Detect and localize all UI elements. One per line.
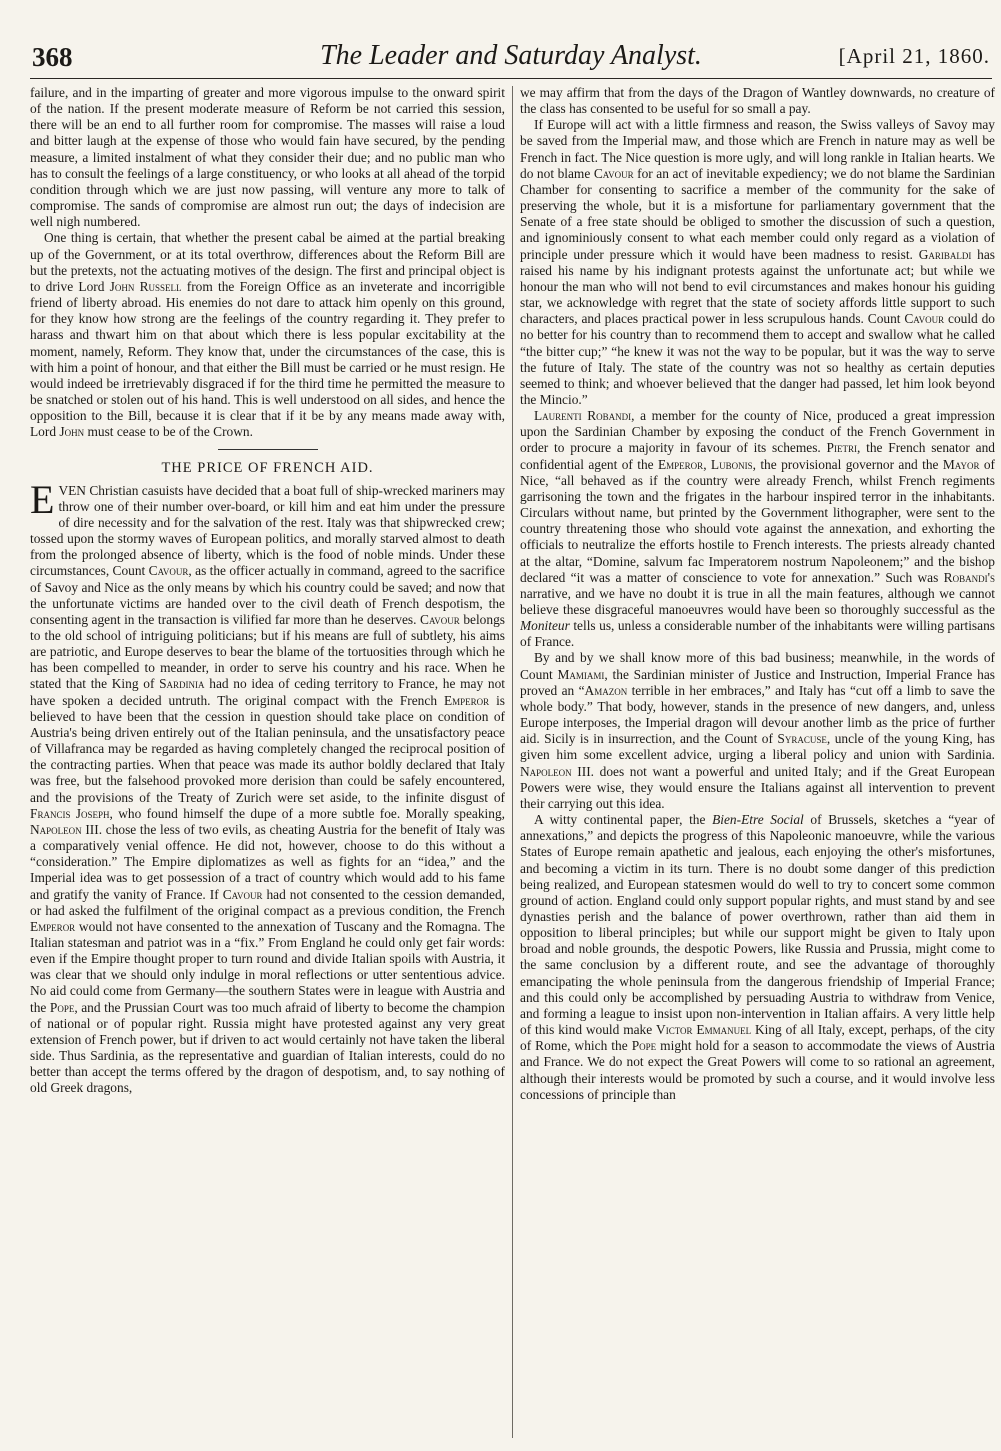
section-divider — [218, 449, 318, 450]
paragraph: A witty continental paper, the Bien-Etre Social of Brussels, sketches a “year of annexations,” and depicts the progress of this Napoleonic manoeuvre, while the various States of Europe remain apathetic and jealous, each enjoying the other's misfortunes, and becoming a victim in its turn. There is no doubt some danger of this prediction being realized, and European statesmen would do well to try to concert some common ground of action. England could only support popular rights, and must stand by and see dynasties perish and the balance of power overthrown, rather than aid them in opposition to liberal principles; but while our support might be given to Italy upon broad and noble grounds, the despotic Powers, like Russia and Prussia, might come to the same conclusion by a different route, and see the advantage of thoroughly emancipating the whole peninsula from the dangerous friendship of Imperial France; and this could only be accomplished by persuading Austria to withdraw from Venice, and forming a league to insist upon non-intervention in Italian affairs. A very little help of this kind would make Victor Emmanuel King of all Italy, except, perhaps, of the city of Rome, which the Pope might hold for a season to accommodate the views of Austria and France. We do not expect the Great Powers will come to so rational an agreement, although their interests would be promoted by such a course, and it would involve less concessions of principle than — [520, 812, 995, 1102]
column-divider — [512, 86, 513, 1438]
issue-date: [April 21, 1860. — [838, 44, 990, 68]
person-name: Laurenti Robandi — [534, 408, 632, 424]
page-number: 368 — [32, 42, 73, 72]
paragraph: we may affirm that from the days of the Dragon of Wantley downwards, no creature of the class has consented to be useful for so small a pay. — [520, 85, 995, 117]
masthead — [30, 38, 992, 79]
paragraph: One thing is certain, that whether the present cabal be aimed at the partial breaking up of the Government, or at its total overthrow, differences about the Reform Bill are but the pretexts, not the actuating motives of the design. The first and principal object is to drive Lord John Russell from the Foreign Office as an inveterate and incorrigible friend of liberty abroad. His enemies do not dare to attack him openly on this ground, for they know how strong are the feelings of the country regarding it. They prefer to harass and thwart him on that about which there is less popular excitability at the moment, namely, Reform. They know that, under the circumstances of the case, this is with him a point of honour, and that either the Bill must be carried or he must resign. He would indeed be irretrievably disgraced if for the third time he permitted the measure to be snatched or stolen out of his hand. This is well understood on all sides, and hence the opposition to the Bill, because it is clear that if it be by any means made away with, Lord John must cease to be of the Crown. — [30, 230, 505, 440]
person-name: John — [59, 424, 85, 440]
paragraph: By and by we shall know more of this bad business; meanwhile, in the words of Count Mamiami, the Sardinian minister of Justice and Instruction, Imperial France has proved an “Amazon terrible in her embraces,” and Italy has “cut off a limb to save the whole body.” That body, however, stands in the presence of new dangers, and, unless Europe interposes, the Imperial dragon will devour another limb as the price of further aid. Sicily is in insurrection, and the Count of Syracuse, uncle of the young King, has given him some excellent advice, urging a liberal policy and union with Sardinia. Napoleon III. does not want a powerful and united Italy; and if the Great European Powers were wise, they would ensure the Italians against all intervention to prevent their carrying out this idea. — [520, 650, 995, 811]
right-column — [520, 85, 995, 1440]
person-name: John Russell — [109, 278, 182, 294]
paragraph: EVEN Christian casuists have decided that a boat full of ship-wrecked mariners may throw one of their number over-board, or kill him and eat him under the pressure of dire necessity and for the salvation of the rest. Italy was that shipwrecked crew; tossed upon the stormy waves of European politics, and morally starved almost to death from the prolonged absence of liberty, which is the food of noble minds. Under these circumstances, Count Cavour, as the officer actually in command, agreed to the sacrifice of Savoy and Nice as the only means by which his country could be saved; and now that the unfortunate victims are handed over to the civil death of French despotism, the consenting agent in the transaction is vilified far more than he deserves. Cavour belongs to the old school of intriguing politicians; but if his means are full of subtlety, his aims are patriotic, and Europe deserves to bear the blame of the tortuosities through which he has been compelled to meander, in order to serve his country and his race. When he stated that the King of Sardinia had no idea of ceding territory to France, he may not have spoken a decided untruth. The original compact with the French Emperor is believed to have been that the cession in question should take place on condition of Austria's being driven entirely out of the Italian peninsula, and the unsatisfactory peace of Villafranca may be regarded as having completely changed the reciprocal position of the contracting parties. When that peace was made its author boldly declared that Italy was free, but the falsehood provoked more derision than could be safely encountered, and the provisions of the Treaty of Zurich were set aside, to the infinite disgust of Francis Joseph, who found himself the dupe of a more subtle foe. Morally speaking, Napoleon III. chose the less of two evils, as cheating Austria for the benefit of Italy was a comparatively venial offence. He did not, however, choose to do this without a “consideration.” The Empire diplomatizes as well as fights for an “idea,” and the Imperial idea was to get possession of a tract of country which would add to his fame and gratify the vanity of France. If Cavour had not consented to the cession demanded, or had asked the fulfilment of the original compact as a previous condition, the French Emperor would not have consented to the annexation of Tuscany and the Romagna. The Italian statesman and patriot was in a “fix.” From England he could only get fair words: even if the Empire thought proper to turn round and divide Italian spoils with Austria, it was clear that we should only indulge in moral reflections or utter sententious advice. No aid could come from Germany—the southern States were in league with Austria and the Pope, and the Prussian Court was too much afraid of liberty to become the champion of national or of popular right. Russia might have protested against any very great extension of French power, but if driven to act would certainly not have taken the liberal side. Thus Sardinia, as the representative and guardian of Italian interests, could do no better than accept the terms offered by the dragon of despotism, and, to say nothing of old Greek dragons, — [30, 476, 505, 1096]
paragraph: failure, and in the imparting of greater and more vigorous impulse to the onward spirit of the nation. If the present moderate measure of Reform be not carried this session, there will be an end to all further room for compromise. The masses will raise a loud and bitter laugh at the expense of those who would fain have secured, by the pending measure, a limited instalment of what they consider their due; and no public man who has to consult the feelings of a large constituency, or who looks at all ahead of the torpid condition through which we are just now passing, will venture any more to talk of compromise. The sands of compromise are almost run out; the days of indecision are well nigh numbered. — [30, 85, 505, 230]
drop-cap: E — [30, 476, 55, 522]
paragraph: Laurenti Robandi, a member for the county of Nice, produced a great impression upon the Sardinian Chamber by exposing the conduct of the French Government in order to procure a majority in favour of its schemes. Pietri, the French senator and confidential agent of the Emperor, Lubonis, the provisional governor and the Mayor of Nice, “all behaved as if the country were already French, whilst French regiments garrisoning the town and the frigates in the harbour inspired terror in the inhabitants. Circulars without name, but printed by the Government lithographer, were sent to the country threatening those who should vote against the annexation, and exhorting the officials to neutralize the efforts hostile to French interests. The priests already chanted at the altar, “Domine, salvum fac Imperatorem nostrum Napoleonem;” and the bishop declared “it was a matter of conscience to vote for annexation.” Such was Robandi's narrative, and we have no doubt it is true in all the main features, although we cannot believe these disgraceful manoeuvres would have been so thoroughly successful as the Moniteur tells us, unless a considerable number of the inhabitants were willing partisans of France. — [520, 408, 995, 650]
journal-title: The Leader and Saturday Analyst. — [320, 40, 702, 71]
paragraph: If Europe will act with a little firmness and reason, the Swiss valleys of Savoy may be saved from the Imperial maw, and those which are French in nature may as well be French in fact. The Nice question is more ugly, and will long rankle in Italian hearts. We do not blame Cavour for an act of inevitable expediency; we do not blame the Sardinian Chamber for consenting to sacrifice a member of the community for the sake of preserving the whole, but it is a misfortune for parliamentary government that the Senate of a free state should be obliged to smother the discussion of such a question, and ignominiously consent to what each member could only regard as a violation of principle under pressure which it would have been madness to resist. Garibaldi has raised his name by his indignant protests against the unfortunate act; but while we honour the man who will not bend to evil circumstances and makes honour his guiding star, we acknowledge with regret that the state of society affords little support to such characters, and places practical power in less scrupulous hands. Count Cavour could do no better for his country than to recommend them to accept and swallow what he called “the bitter cup;” “he knew it was not the way to be popular, but it was the way to serve the future of Italy. The state of the country was not so healthy as certain deputies seemed to think; and whoever believed that the danger had passed, let him look beyond the Mincio.” — [520, 117, 995, 407]
article-title: THE PRICE OF FRENCH AID. — [161, 460, 374, 477]
left-column — [30, 85, 505, 1440]
